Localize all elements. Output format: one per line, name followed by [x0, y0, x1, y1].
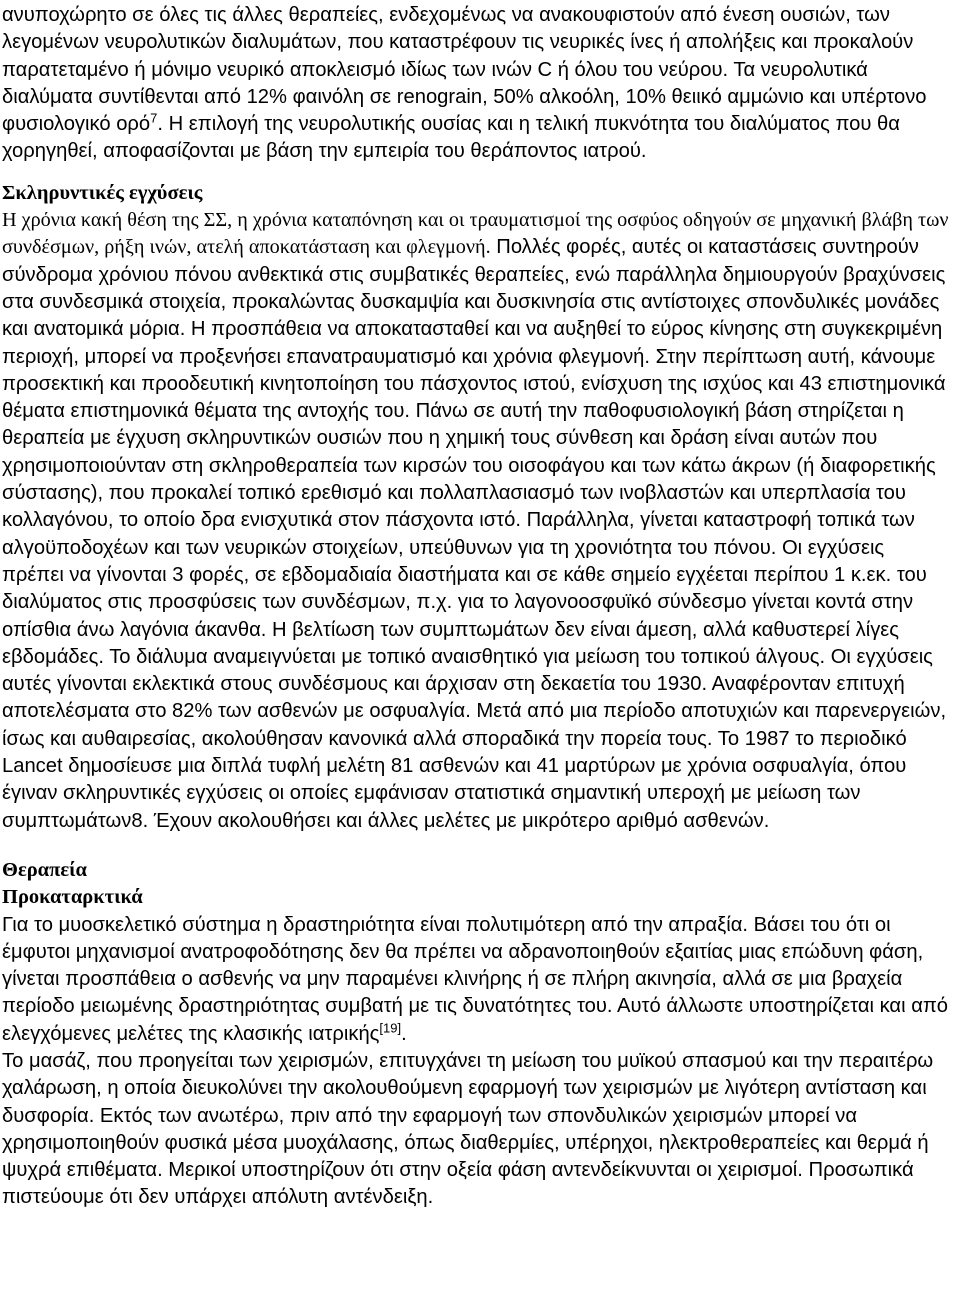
section-subheading-preliminary: Προκαταρκτικά — [2, 886, 143, 909]
section-heading-therapy: Θεραπεία — [2, 858, 87, 881]
sclerosing-text-serif: Η χρόνια κακή θέση της ΣΣ, η χρόνια καταπόνηση και οι τραυματισμοί της οσφύος οδηγούν σε μηχανική βλάβη των συνδέσμων, ρήξη ινών, ατελή αποκατάσταση και φλεγμονή. — [2, 209, 949, 259]
preliminary-paragraph-1 — [2, 912, 950, 1048]
intro-text-a: ανυποχώρητο σε όλες τις άλλες θεραπείες, ενδεχομένως να ανακουφιστούν από ένεση ουσιών, των λεγομένων νευρολυτικών διαλυμάτων, που καταστρέφουν τις νευρικές ίνες ή απολήξεις και προκαλούν παρατεταμένο ή μόνιμο νευρικό αποκλεισμό ιδίως των ινών C ή όλου του νεύρου. Τα νευρολυτικά διαλύματα συντίθενται από 12% φαινόλη σε renograin, 50% αλκοόλη, 10% θειικό αμμώνιο και υπέρτονο φυσιολογικό ορό — [2, 4, 927, 136]
intro-footnote-ref: 7 — [150, 110, 158, 126]
sclerosing-injections-paragraph — [2, 207, 950, 835]
intro-text-b: . Η επιλογή της νευρολυτικής ουσίας και η τελική πυκνότητα του διαλύματος που θα χορηγηθεί, αποφασίζονται με βάση την εμπειρία του θεράποντος ιατρού. — [2, 113, 900, 163]
intro-paragraph — [2, 2, 950, 166]
sclerosing-text-sans: Πολλές φορές, αυτές οι καταστάσεις συντηρούν σύνδρομα χρόνιου πόνου ανθεκτικά στις συμβατικές θεραπείες, ενώ παράλληλα δημιουργούν βραχύνσεις στα συνδεσμικά στοιχεία, προκαλώντας δυσκαμψία και δυσκινησία στις αντίστοιχες σπονδυλικές μονάδες και ανατομικά μόρια. Η προσπάθεια να αποκατασταθεί και να αυξηθεί το εύρος κίνησης στη συγκεκριμένη περιοχή, μπορεί να προξενήσει επανατραυματισμό και χρόνια φλεγμονή. Στην περίπτωση αυτή, κάνουμε προσεκτική και προοδευτική κινητοποίηση του πάσχοντος ιστού, ενίσχυση της ισχύος και 43 επιστημονικά θέματα επιστημονικά θέματα της αντοχής του. Πάνω σε αυτή την παθοφυσιολογική βάση στηρίζεται η θεραπεία με έγχυση σκληρυντικών ουσιών που η χημική τους σύνθεση και δράση είναι αυτών που χρησιμοποιούνταν στη σκληροθεραπεία των κιρσών του οισοφάγου και των κάτω άκρων (ή διαφορετικής σύστασης), που προκαλεί τοπικό ερεθισμό και πολλαπλασιασμό των ινοβλαστών και υπερπλασία του κολλαγόνου, το οποίο δρα ενισχυτικά στον πάσχοντα ιστό. Παράλληλα, γίνεται καταστροφή τοπικά των αλγοϋποδοχέων και των νευρικών στοιχείων, υπεύθυνων για τη χρονιότητα του πόνου. Οι εγχύσεις πρέπει να γίνονται 3 φορές, σε εβδομαδιαία διαστήματα και σε κάθε σημείο εγχέεται περίπου 1 κ.εκ. του διαλύματος στις προσφύσεις των συνδέσμων, π.χ. για το λαγονοοσφυϊκό σύνδεσμο γίνεται κοντά στην οπίσθια άνω λαγόνια άκανθα. Η βελτίωση των συμπτωμάτων δεν είναι άμεση, αλλά καθυστερεί λίγες εβδομάδες. Το διάλυμα αναμειγνύεται με τοπικό αναισθητικό για μείωση του τοπικού άλγους. Οι εγχύσεις αυτές γίνονται εκλεκτικά στους συνδέσμους και άρχισαν στη δεκαετία του 1930. Αναφέρονταν επιτυχή αποτελέσματα στο 82% των ασθενών με οσφυαλγία. Μετά από μια περίοδο αποτυχιών και παρενεργειών, ίσως και αυθαιρεσίας, ακολούθησαν κανονικά αλλά σποραδικά την πορεία τους. Το 1987 το περιοδικό Lancet δημοσίευσε μια διπλά τυφλή μελέτη 81 ασθενών και 41 μαρτύρων με χρόνια οσφυαλγία, όπου έγιναν σκληρυντικές εγχύσεις οι οποίες εμφάνισαν στατιστικά σημαντική υπεροχή με μείωση των συμπτωμάτων8. Έχουν ακολουθήσει και άλλες μελέτες με μικρότερο αριθμό ασθενών. — [2, 236, 947, 832]
spacer — [2, 166, 950, 180]
preliminary-footnote-ref: [19] — [379, 1019, 402, 1035]
section-heading-sclerosing-injections: Σκληρυντικές εγχύσεις — [2, 181, 203, 204]
preliminary-text-b: . — [401, 1022, 407, 1045]
spacer — [2, 835, 950, 857]
preliminary-paragraph-2: Το μασάζ, που προηγείται των χειρισμών, επιτυγχάνει τη μείωση του μυϊκού σπασμού και την περαιτέρω χαλάρωση, η οποία διευκολύνει την ακολουθούμενη εφαρμογή των χειρισμών με λιγότερη αντίσταση και δυσφορία. Εκτός των ανωτέρω, πριν από την εφαρμογή των σπονδυλικών χειρισμών μπορεί να χρησιμοποιηθούν φυσικά μέσα μυοχάλασης, όπως διαθερμίες, υπέρηχοι, ηλεκτροθεραπείες και θερμά ή ψυχρά επιθέματα. Μερικοί υποστηρίζουν ότι στην οξεία φάση αντενδείκνυνται οι χειρισμοί. Προσωπικά πιστεύουμε ότι δεν υπάρχει απόλυτη αντένδειξη. — [2, 1049, 934, 1209]
preliminary-text-a: Για το μυοσκελετικό σύστημα η δραστηριότητα είναι πολυτιμότερη από την απραξία. Βάσει του ότι οι έμφυτοι μηχανισμοί ανατροφοδότησης δεν θα πρέπει να αδρανοποιηθούν εξαιτίας μιας επώδυνη φάση, γίνεται προσπάθεια ο ασθενής να μην παραμένει κλινήρης ή σε πλήρη ακινησία, αλλά σε μια βραχεία περίοδο μειωμένης δραστηριότητας συμβατή με τις δυνατότητες του. Αυτό άλλωστε υποστηρίζεται και από ελεγχόμενες μελέτες της κλασικής ιατρικής — [2, 913, 949, 1045]
